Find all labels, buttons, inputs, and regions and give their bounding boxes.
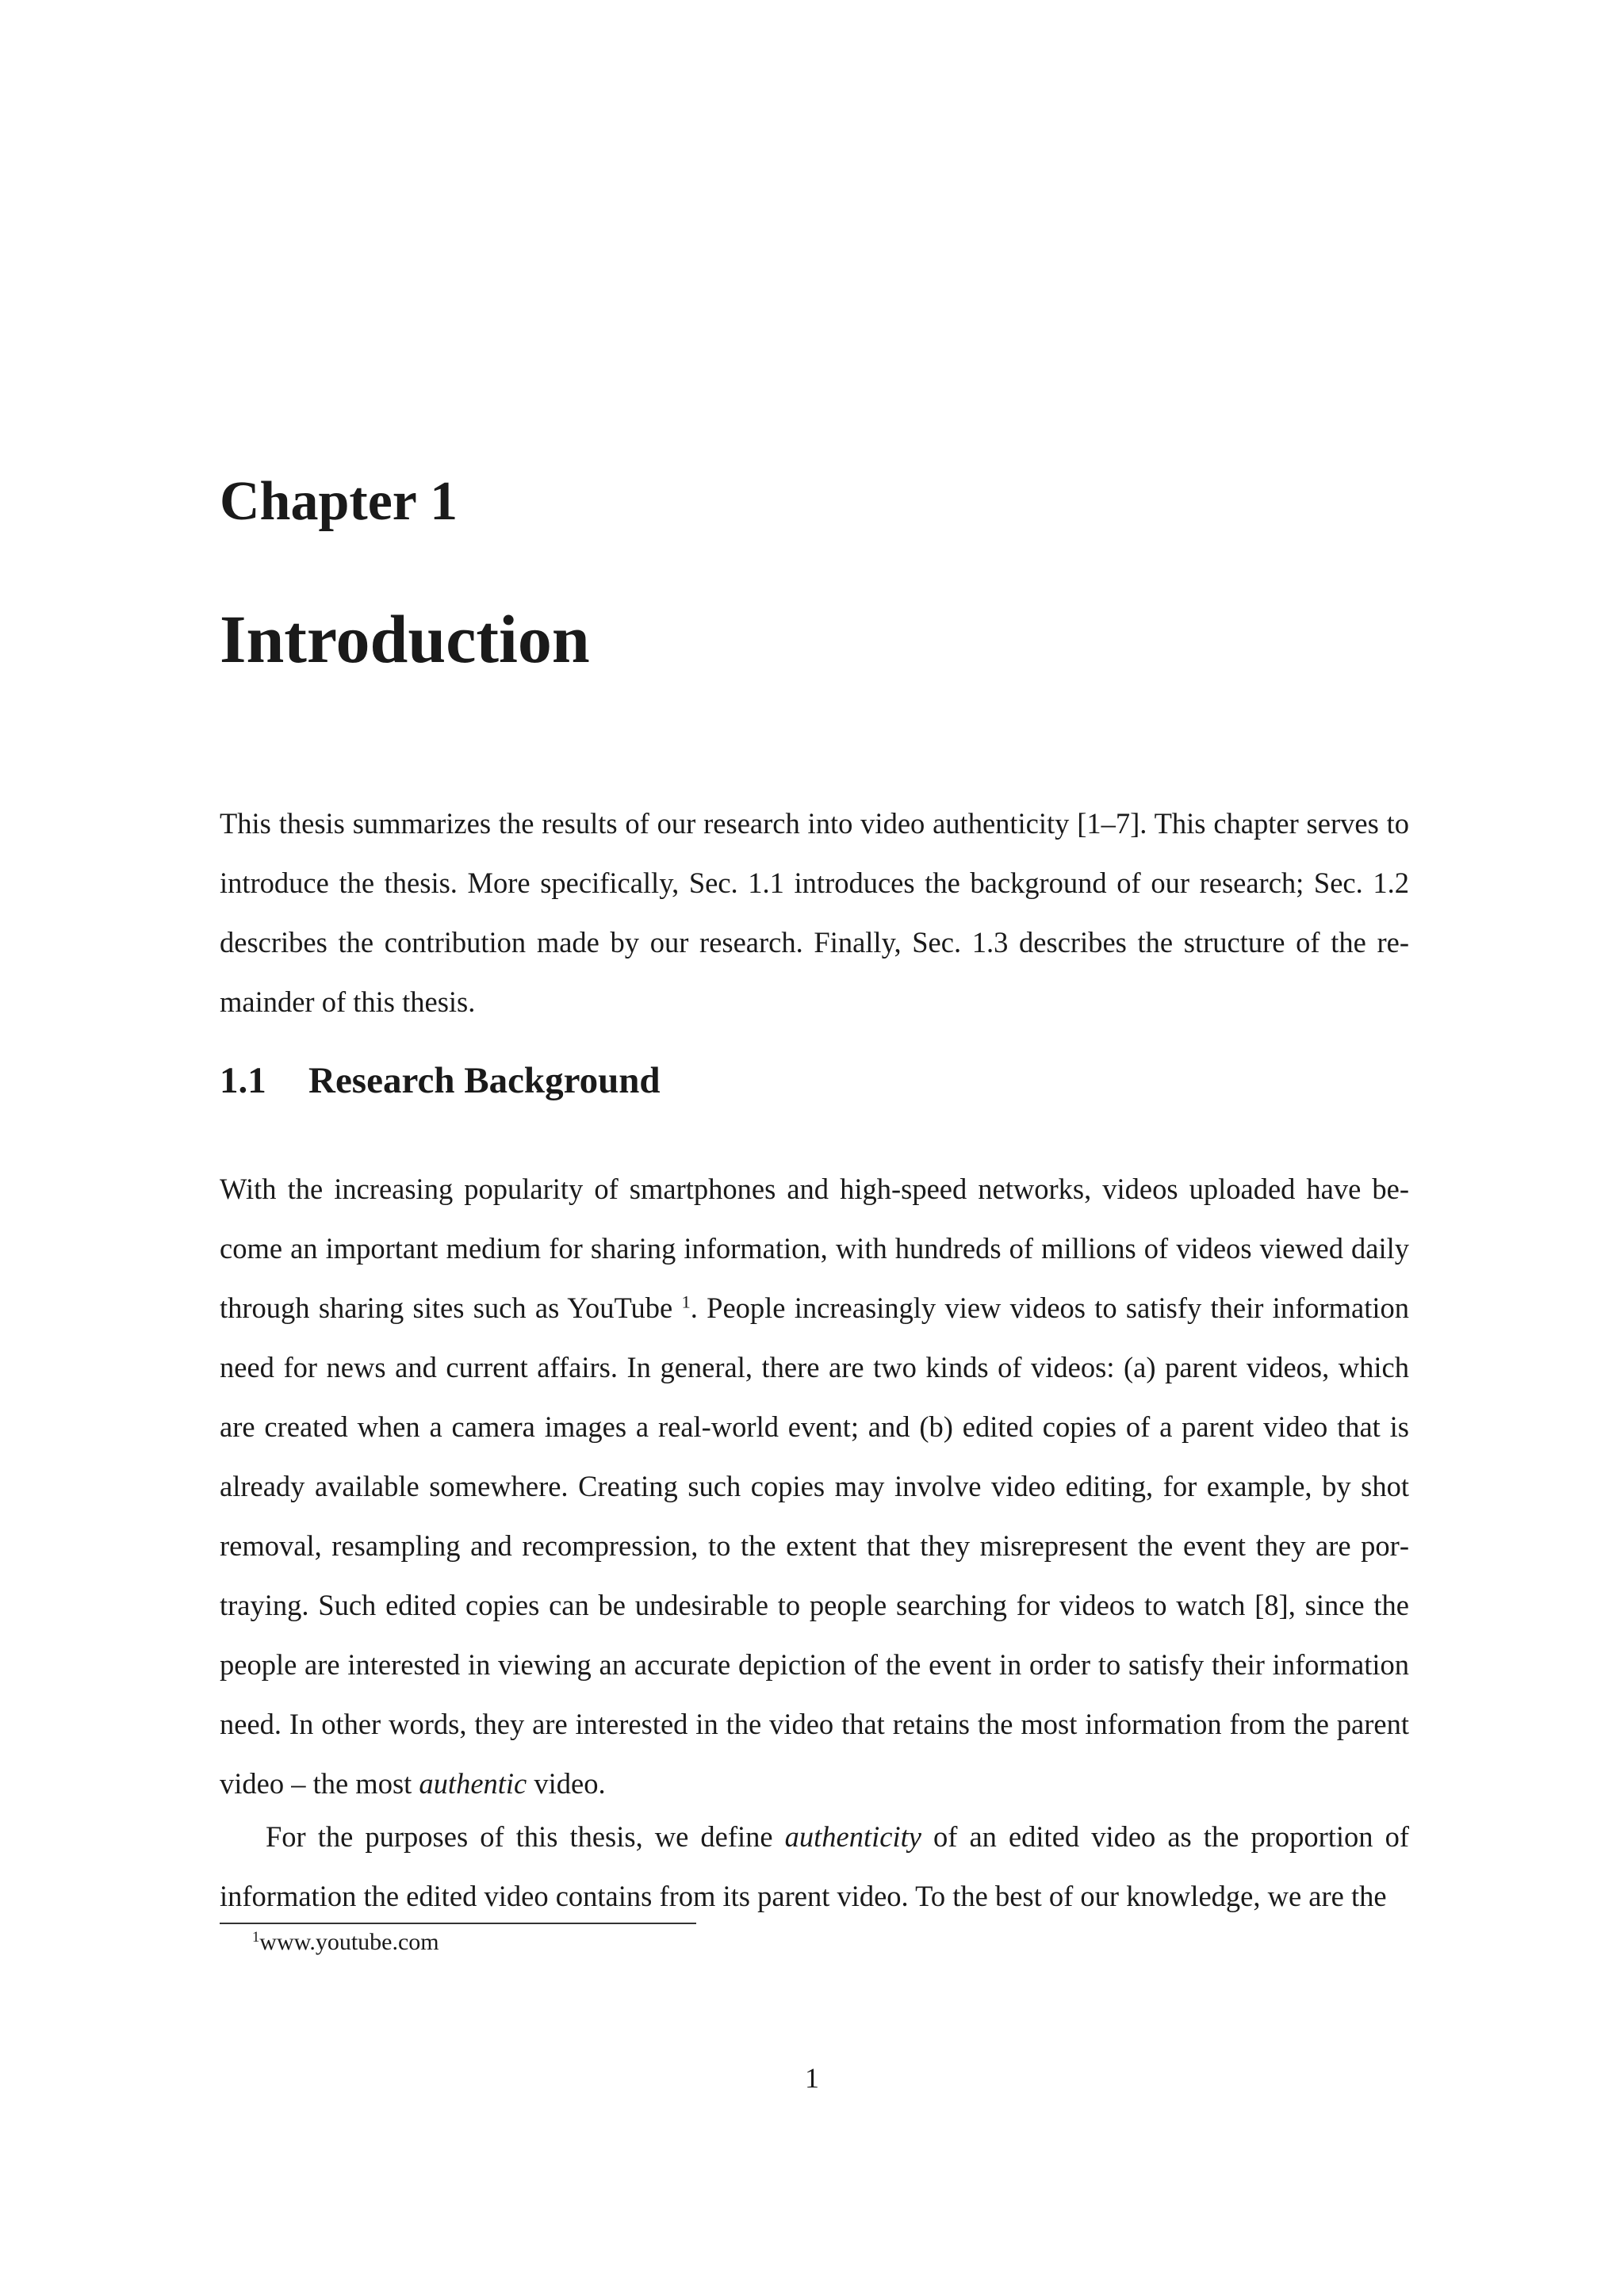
paragraph-text: of an edited video as the proportion of information the edited video contains from its parent video. To the best of our knowledge, we are the (220, 1820, 1409, 1912)
footnote-text: www.youtube.com (259, 1929, 439, 1955)
section-title: Research Background (308, 1060, 661, 1101)
paragraph-text: video. (527, 1767, 606, 1800)
page-number: 1 (805, 2062, 819, 2094)
chapter-title: Introduction (220, 601, 590, 677)
chapter-label: Chapter 1 (220, 471, 458, 532)
section-number: 1.1 (220, 1060, 266, 1101)
emphasis-authentic: authentic (419, 1767, 527, 1800)
section-heading (220, 1062, 661, 1100)
intro-paragraph: This thesis summarizes the results of our research into video authenticity [1–7]. This chapter serves to introduce the thesis. More specifically, Sec. 1.1 introduces the background of our research; Sec. 1.2 describes the contribution made by our research. Finally, Sec. 1.3 describes the structure of the remainder of this thesis. (220, 807, 1409, 1018)
footnote-rule (220, 1923, 696, 1924)
emphasis-authenticity: authenticity (784, 1820, 921, 1853)
footnote (252, 1927, 439, 1958)
paragraph-text: With the increasing popularity of smartphones and high-speed networks, videos uploaded have become an important medium for sharing information, with hundreds of millions of videos viewed daily through sharing sites such as YouTube (220, 1173, 1409, 1324)
footnote-marker: 1 (681, 1292, 691, 1312)
definition-paragraph (220, 1807, 1409, 1926)
footnote-number: 1 (252, 1928, 260, 1946)
background-paragraph (220, 1159, 1409, 1813)
paragraph-text: For the purposes of this thesis, we define (266, 1820, 785, 1853)
paragraph-text: . People increasingly view videos to satisfy their information need for news and current affairs. In general, there are two kinds of videos: (a) parent videos, which are created when a camera images a real-world event; and (b) edited copies of a parent video that is already available somewhere. Creating such copies may involve video editing, for example, by shot removal, resampling and recompression, to the extent that they misrepresent the event they are portraying. Such edited copies can be undesirable to people searching for videos to watch [8], since the people are interested in viewing an accurate depiction of the event in order to satisfy their information need. In other words, they are interested in the video that retains the most information from the parent video – the most (220, 1292, 1409, 1800)
